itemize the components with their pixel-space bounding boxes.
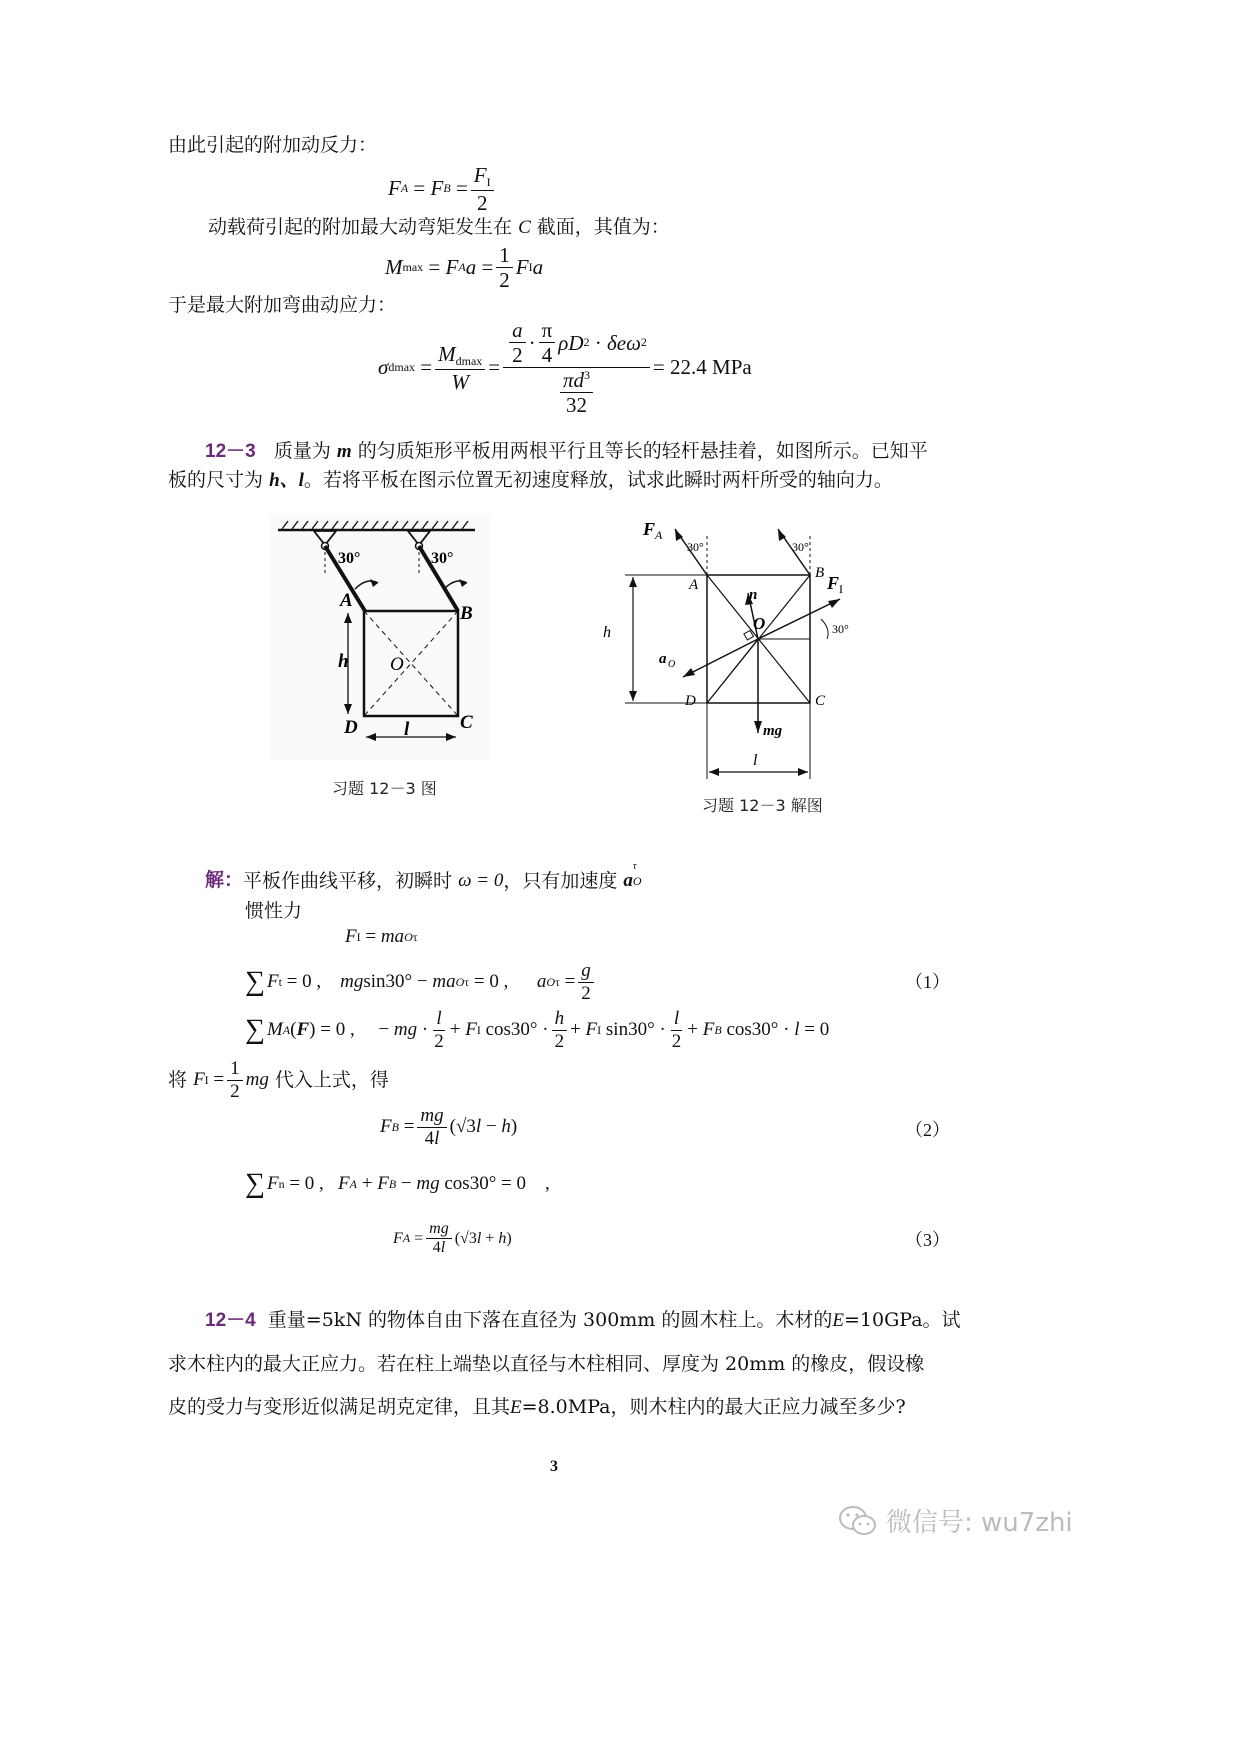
figure-12-3-solution bbox=[595, 515, 875, 785]
fig1-label-o: O bbox=[390, 654, 404, 675]
figure-12-3-solution-caption: 习题 12－3 解图 bbox=[702, 796, 823, 815]
fig1-label-b: B bbox=[460, 603, 473, 624]
equation-number-1: （1） bbox=[905, 972, 950, 992]
fig2-angle-a: 30° bbox=[687, 540, 704, 554]
wechat-icon bbox=[838, 1504, 878, 1538]
figure-12-3 bbox=[270, 515, 490, 760]
fig2-label-fa: F bbox=[643, 519, 656, 539]
fig2-label-mg: mg bbox=[763, 723, 783, 739]
fig2-label-l: l bbox=[753, 752, 758, 769]
fig1-label-h: h bbox=[338, 651, 349, 672]
problem-12-3-line-2: 板的尺寸为 h、l。若将平板在图示位置无初速度释放，试求此瞬时两杆所受的轴向力。 bbox=[168, 469, 893, 491]
fig2-label-d: D bbox=[685, 693, 696, 709]
intro-line-1: 由此引起的附加动反力： bbox=[168, 134, 378, 156]
fig2-label-fi: F bbox=[827, 573, 840, 593]
watermark bbox=[838, 1502, 1073, 1539]
equation-number-3: （3） bbox=[905, 1230, 950, 1250]
fig1-label-c: C bbox=[460, 712, 473, 733]
fig2-label-o: O bbox=[753, 614, 766, 633]
equation-1: ∑ F t = 0 , mg sin30° − ma O τ = 0 , a O τ = $\frac{g}{2}$ bbox=[245, 960, 597, 1005]
fig2-label-h: h bbox=[603, 624, 611, 641]
problem-12-4-line-2: 求木柱内的最大正应力。若在柱上端垫以直径与木柱相同、厚度为 20mm 的橡皮，假设橡 bbox=[168, 1353, 925, 1375]
fig2-label-n: n bbox=[749, 587, 758, 603]
fig1-angle-right: 30° bbox=[431, 550, 454, 567]
equation-fi: F I = ma O τ bbox=[345, 926, 418, 947]
equation-2: F B = $\frac{mg}{4l}$ (√3 l − h ) bbox=[380, 1105, 518, 1149]
watermark-text: 微信号: wu7zhi bbox=[886, 1508, 1073, 1538]
fig2-label-c: C bbox=[815, 693, 826, 709]
fig1-label-d: D bbox=[344, 717, 358, 738]
equation-fa-fb: F A = F B = $\frac{F_I}{2}$ bbox=[388, 163, 497, 215]
fig1-label-l: l bbox=[404, 719, 410, 740]
problem-12-4-line-3: 皮的受力与变形近似满足胡克定律，且其E=8.0MPa，则木柱内的最大正应力减至多少? bbox=[168, 1396, 906, 1418]
equation-mmax: M max = F A a = $\frac{1}{2}$ F I a bbox=[385, 243, 544, 293]
fig2-label-fa-sub: A bbox=[655, 528, 663, 542]
fig2-label-b: B bbox=[815, 565, 825, 581]
equation-3: F A = $\frac{mg}{4l}$ (√3 l + h ) bbox=[393, 1220, 512, 1257]
solution-line-2: 惯性力 bbox=[245, 900, 303, 922]
problem-12-4-line-1: 12－4 重量=5kN 的物体自由下落在直径为 300mm 的圆木柱上。木材的E=10GPa。试 bbox=[205, 1309, 961, 1331]
equation-moment: ∑ M A ( F ) = 0 , − mg · $\frac{l}{2}$ + F I cos30° · $\frac{h}{2}$ + F I sin30° · $\frac{l}{2}$ + F B cos30° · l = 0 bbox=[245, 1008, 830, 1052]
fig2-angle-b: 30° bbox=[792, 540, 809, 554]
equation-stress: σ dmax = $\frac{M_{dmax}}{W}$ = $\frac{a}{2}$ · $\frac{\pi}{4}$ ρD 2 · δeω 2 $\frac{\pi d^3}{32}$ = 22.4 MPa bbox=[378, 318, 752, 418]
equation-normal: ∑ F n = 0 , F A + F B − mg cos30° = 0 , bbox=[245, 1168, 550, 1199]
solution-line-1: 解 ： 平板作曲线平移，初瞬时 ω = 0 ，只有加速度 a O τ bbox=[205, 861, 642, 892]
equation-number-2: （2） bbox=[905, 1120, 950, 1140]
intro-line-2: 动载荷引起的附加最大动弯矩发生在 C 截面，其值为： bbox=[208, 216, 670, 238]
fig2-label-a: A bbox=[689, 577, 699, 593]
page-number: 3 bbox=[550, 1458, 558, 1475]
figure-12-3-caption: 习题 12－3 图 bbox=[332, 779, 437, 798]
fig2-label-accel: a bbox=[659, 651, 667, 667]
fig1-angle-left: 30° bbox=[338, 550, 361, 567]
fig2-label-fi-sub: I bbox=[839, 582, 843, 596]
fig1-label-a: A bbox=[340, 590, 353, 611]
intro-line-3: 于是最大附加弯曲动应力： bbox=[168, 294, 397, 316]
fig2-angle-fi: 30° bbox=[832, 622, 849, 636]
problem-12-3-line-1: 12－3 质量为 m 的匀质矩形平板用两根平行且等长的轻杆悬挂着，如图所示。已知平 bbox=[205, 440, 928, 462]
fig2-label-accel-sub: O bbox=[668, 659, 676, 670]
substitute-line: 将 F I = $\frac{1}{2}$ mg 代入上式，得 bbox=[168, 1058, 389, 1102]
